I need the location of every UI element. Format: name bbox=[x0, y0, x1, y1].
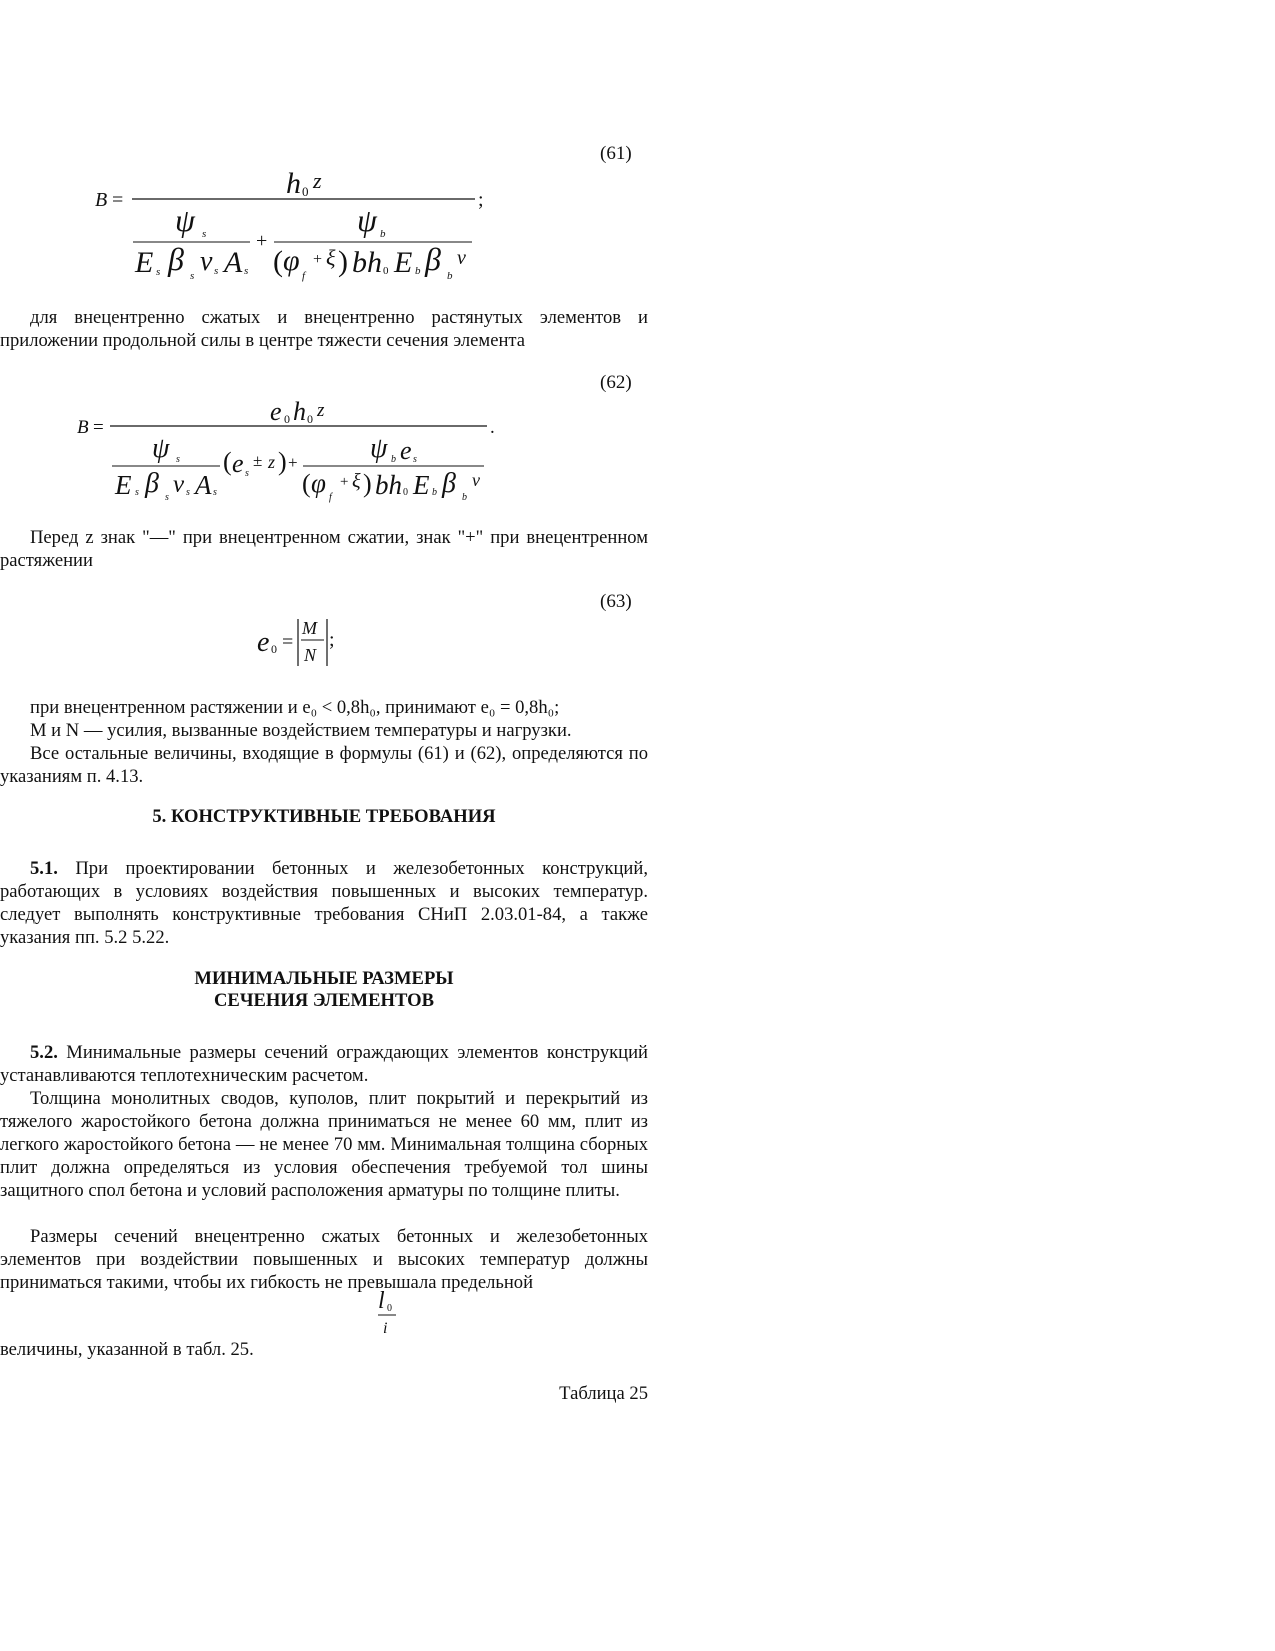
svg-text:ν: ν bbox=[200, 246, 213, 277]
svg-text:E: E bbox=[394, 246, 413, 279]
svg-text:e: e bbox=[400, 436, 412, 465]
svg-text:;: ; bbox=[329, 629, 335, 651]
svg-text:b: b bbox=[415, 265, 421, 277]
svg-text:l: l bbox=[378, 1288, 385, 1314]
svg-text:β: β bbox=[145, 468, 159, 499]
svg-text:i: i bbox=[383, 1320, 388, 1337]
svg-text:bh: bh bbox=[375, 470, 402, 500]
section-heading-5: 5. КОНСТРУКТИВНЫЕ ТРЕБОВАНИЯ bbox=[152, 806, 496, 827]
svg-text:b: b bbox=[380, 228, 386, 240]
svg-text:bh: bh bbox=[352, 246, 382, 279]
svg-text:M: M bbox=[302, 618, 317, 638]
svg-text:f: f bbox=[329, 492, 332, 503]
svg-text:B: B bbox=[77, 417, 89, 438]
svg-text:e: e bbox=[257, 627, 270, 658]
svg-text:0: 0 bbox=[284, 412, 290, 426]
svg-text:s: s bbox=[214, 265, 219, 277]
svg-text:ν: ν bbox=[457, 247, 466, 269]
svg-text:h: h bbox=[286, 167, 301, 200]
svg-text:ψ: ψ bbox=[152, 433, 170, 464]
paragraph-sign-note: Перед z знак "—" при внецентренном сжатии, знак "+" при внецентренном растяжении bbox=[0, 527, 648, 571]
equation-number-63: (63) bbox=[600, 591, 632, 612]
svg-text:β: β bbox=[168, 241, 184, 277]
subheading-line-1: МИНИМАЛЬНЫЕ РАЗМЕРЫ bbox=[194, 968, 454, 989]
svg-text:(: ( bbox=[273, 245, 283, 278]
svg-text:s: s bbox=[244, 265, 249, 277]
svg-text:E: E bbox=[135, 246, 154, 279]
paragraph-slab-thickness: Толщина монолитных сводов, куполов, плит покрытий и перекрытий из тяжелого жаростойкого бетона должна приниматься не менее 60 мм, плит из легкого жаростойкого бетона — не менее 70 мм. Минимальная толщина сборных плит должна определяться из условия обеспечения требуемой тол шины защитного спол бетона и условий расположения арматуры по толщине плиты. bbox=[0, 1088, 648, 1201]
paragraph-other-quantities: Все остальные величины, входящие в формулы (61) и (62), определяются по указаниям п. 4.13. bbox=[0, 743, 648, 787]
paragraph-slenderness: Размеры сечений внецентренно сжатых бетонных и железобетонных элементов при воздействии повышенных и высоких температур должны приниматься такими, чтобы их гибкость не превышала предельной bbox=[0, 1226, 648, 1293]
svg-text:0: 0 bbox=[383, 265, 389, 277]
svg-text:s: s bbox=[413, 454, 417, 465]
svg-text:s: s bbox=[190, 270, 195, 282]
svg-text:f: f bbox=[302, 270, 306, 282]
svg-text:): ) bbox=[363, 469, 372, 498]
svg-text:(: ( bbox=[302, 469, 311, 498]
svg-text:ψ: ψ bbox=[370, 433, 388, 464]
svg-text:): ) bbox=[278, 447, 287, 476]
svg-text:φ: φ bbox=[311, 468, 326, 498]
svg-text:N: N bbox=[304, 645, 317, 665]
svg-text:+: + bbox=[288, 453, 298, 472]
svg-text:β: β bbox=[442, 468, 456, 499]
svg-text:s: s bbox=[186, 487, 190, 498]
svg-text:A: A bbox=[195, 470, 212, 500]
svg-text:z: z bbox=[317, 400, 325, 421]
clause-text-5-1: При проектировании бетонных и железобетонных конструкций, работающих в условиях воздействия повышенных и высоких температур. следует выполнять конструктивные требования СНиП 2.03.01-84, а также указания пп. 5.2 5.22. bbox=[0, 858, 648, 948]
clause-number-5-1: 5.1. bbox=[30, 858, 58, 879]
clause-text-5-2: Минимальные размеры сечений ограждающих элементов конструкций устанавливаются теплотехническим расчетом. bbox=[0, 1042, 648, 1086]
paragraph-m-n-forces: M и N — усилия, вызванные воздействием температуры и нагрузки. bbox=[30, 720, 572, 741]
svg-text:z: z bbox=[313, 168, 322, 193]
svg-text:0: 0 bbox=[403, 487, 408, 498]
svg-text:B: B bbox=[95, 189, 108, 211]
svg-text:+: + bbox=[256, 230, 268, 252]
svg-text:s: s bbox=[202, 228, 207, 240]
svg-text:b: b bbox=[462, 492, 467, 503]
svg-text:ξ: ξ bbox=[352, 470, 361, 492]
paragraph-eccentric-intro: для внецентренно сжатых и внецентренно растянутых элементов и приложении продольной силы в центре тяжести сечения элемента bbox=[0, 307, 648, 351]
svg-text:z: z bbox=[268, 452, 276, 472]
svg-text:φ: φ bbox=[283, 244, 300, 277]
svg-text:β: β bbox=[425, 241, 441, 277]
svg-text:0: 0 bbox=[387, 1303, 392, 1314]
svg-text:e: e bbox=[270, 397, 282, 426]
svg-text:A: A bbox=[224, 246, 243, 279]
svg-text:E: E bbox=[413, 470, 430, 500]
paragraph-e0-condition: при внецентренном растяжении и e₀ < 0,8h₀, принимают e₀ = 0,8h₀; bbox=[30, 697, 560, 718]
svg-text:=: = bbox=[93, 417, 104, 438]
svg-text:(: ( bbox=[223, 447, 232, 476]
svg-text:0: 0 bbox=[307, 412, 313, 426]
svg-text:+: + bbox=[313, 251, 323, 268]
svg-text:0: 0 bbox=[302, 184, 309, 199]
svg-text:h: h bbox=[293, 397, 306, 426]
svg-text:s: s bbox=[213, 487, 217, 498]
svg-text:;: ; bbox=[478, 189, 484, 211]
svg-text:e: e bbox=[232, 449, 244, 478]
svg-text:b: b bbox=[447, 270, 453, 282]
svg-text:s: s bbox=[176, 454, 180, 465]
svg-text:.: . bbox=[490, 417, 495, 438]
svg-text:ψ: ψ bbox=[357, 202, 377, 238]
svg-text:ν: ν bbox=[173, 471, 185, 498]
subheading-line-2: СЕЧЕНИЯ ЭЛЕМЕНТОВ bbox=[213, 990, 434, 1011]
svg-text:ν: ν bbox=[472, 470, 480, 490]
svg-text:0: 0 bbox=[271, 642, 277, 656]
svg-text:s: s bbox=[245, 468, 249, 479]
svg-text:±: ± bbox=[253, 451, 263, 470]
svg-text:b: b bbox=[432, 487, 437, 498]
svg-text:=: = bbox=[112, 189, 124, 211]
svg-text:ξ: ξ bbox=[326, 245, 336, 270]
svg-text:): ) bbox=[338, 245, 348, 278]
equation-number-61: (61) bbox=[600, 143, 632, 164]
svg-text:s: s bbox=[156, 266, 161, 278]
svg-text:ψ: ψ bbox=[175, 202, 195, 238]
svg-text:=: = bbox=[282, 631, 294, 653]
svg-text:s: s bbox=[165, 492, 169, 503]
paragraph-table-ref: величины, указанной в табл. 25. bbox=[0, 1339, 254, 1360]
equation-number-62: (62) bbox=[600, 372, 632, 393]
svg-text:E: E bbox=[115, 470, 132, 500]
table-caption: Таблица 25 bbox=[559, 1383, 648, 1404]
svg-text:b: b bbox=[391, 454, 396, 465]
svg-text:s: s bbox=[135, 487, 139, 498]
svg-text:+: + bbox=[340, 474, 349, 490]
clause-number-5-2: 5.2. bbox=[30, 1042, 58, 1063]
